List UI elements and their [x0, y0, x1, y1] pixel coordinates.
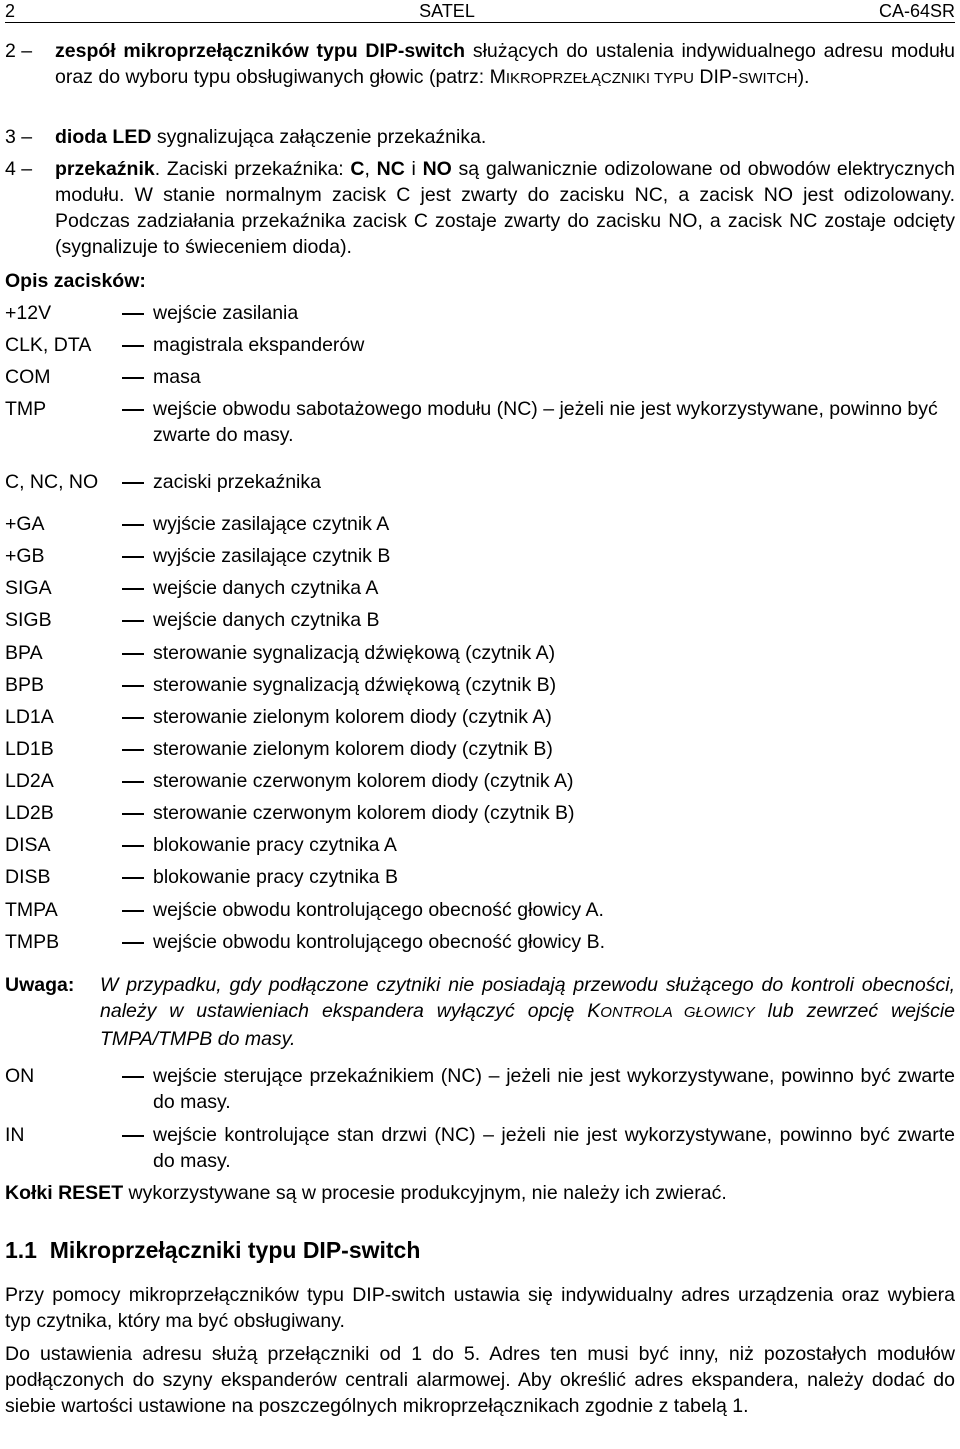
terminal-row: +GA wyjście zasilające czytnik A: [5, 511, 955, 537]
terminal-row: LD2A sterowanie czerwonym kolorem diody (czytnik A): [5, 768, 955, 794]
terminal-row: TMPB wejście obwodu kontrolującego obecność głowicy B.: [5, 929, 955, 955]
page-header: [5, 0, 955, 23]
terminal-row: SIGB wejście danych czytnika B: [5, 607, 955, 633]
terminal-row: TMP wejście obwodu sabotażowego modułu (NC) – jeżeli nie jest wykorzystywane, powinno być zwarte do masy.: [5, 396, 955, 448]
terminal-row: DISA blokowanie pracy czytnika A: [5, 832, 955, 858]
terminal-row: IN wejście kontrolujące stan drzwi (NC) – jeżeli nie jest wykorzystywane, powinno być zwarte do masy.: [5, 1124, 955, 1172]
terminal-row: +12V wejście zasilania: [5, 300, 955, 326]
brand-name: SATEL: [419, 1, 475, 21]
section-heading: 1.1 Mikroprzełączniki typu DIP-switch: [5, 1237, 421, 1263]
terminal-row: ON wejście sterujące przekaźnikiem (NC) – jeżeli nie jest wykorzystywane, powinno być zwarte do masy.: [5, 1065, 955, 1113]
terminal-row: LD1A sterowanie zielonym kolorem diody (czytnik A): [5, 704, 955, 730]
list-item-3: 3 – dioda LED sygnalizująca załączenie przekaźnika.: [5, 126, 487, 148]
terminal-row: BPB sterowanie sygnalizacją dźwiękową (czytnik B): [5, 672, 955, 698]
terminal-row: DISB blokowanie pracy czytnika B: [5, 864, 955, 890]
terminal-row: C, NC, NO zaciski przekaźnika: [5, 469, 955, 495]
terminal-row: +GB wyjście zasilające czytnik B: [5, 543, 955, 569]
terminal-row: TMPA wejście obwodu kontrolującego obecność głowicy A.: [5, 897, 955, 923]
paragraph-2: Do ustawienia adresu służą przełączniki od 1 do 5. Adres ten musi być inny, niż pozostałych modułów podłączonych do szyny ekspanderów centrali alarmowej. Aby określić adres ekspandera, należy dodać do siebie wartości ustawione na poszczególnych mikroprzełącznikach zgodnie z tabelą 1.: [5, 1343, 955, 1417]
list-item-2: 2 – zespół mikroprzełączników typu DIP-switch służących do ustalenia indywidualnego adresu modułu oraz do wyboru typu obsługiwanych głowic (patrz: MIKROPRZEŁĄCZNIKI TYPU DIP-SWITCH).: [5, 38, 955, 92]
terminal-row: LD1B sterowanie zielonym kolorem diody (czytnik B): [5, 736, 955, 762]
list-number: 2 –: [5, 40, 33, 62]
warning-note: Uwaga: W przypadku, gdy podłączone czytniki nie posiadają przewodu służącego do kontroli obecności, należy w ustawieniach ekspandera wyłączyć opcję KONTROLA GŁOWICY lub zewrzeć wejście TMPA/TMPB do masy.: [5, 974, 955, 1050]
terminal-row: LD2B sterowanie czerwonym kolorem diody (czytnik B): [5, 800, 955, 826]
terminal-row: COM masa: [5, 364, 955, 390]
list-item-4: 4 – przekaźnik. Zaciski przekaźnika: C, NC i NO są galwanicznie odizolowane od obwodów elektrycznych modułu. W stanie normalnym zacisk C jest zwarty do zacisku NC, a zacisk NO jest odizolowany. Podczas zadziałania przekaźnika zacisk C zostaje zwarty do zacisku NO, a zacisk NC zostaje odcięty (sygnalizuje to świeceniem dioda).: [5, 158, 955, 258]
paragraph-1: Przy pomocy mikroprzełączników typu DIP-switch ustawia się indywidualny adres urządzenia oraz wybiera typ czytnika, który ma być obsługiwany.: [5, 1284, 955, 1332]
terminal-row: BPA sterowanie sygnalizacją dźwiękową (czytnik A): [5, 640, 955, 666]
terminals-heading: Opis zacisków:: [5, 270, 146, 292]
terminal-row: CLK, DTA magistrala ekspanderów: [5, 332, 955, 358]
terminal-row: SIGA wejście danych czytnika A: [5, 575, 955, 601]
reset-note: Kołki RESET wykorzystywane są w procesie produkcyjnym, nie należy ich zwierać.: [5, 1182, 727, 1204]
model-name: CA-64SR: [878, 1, 955, 21]
page-number: 2: [5, 1, 16, 21]
